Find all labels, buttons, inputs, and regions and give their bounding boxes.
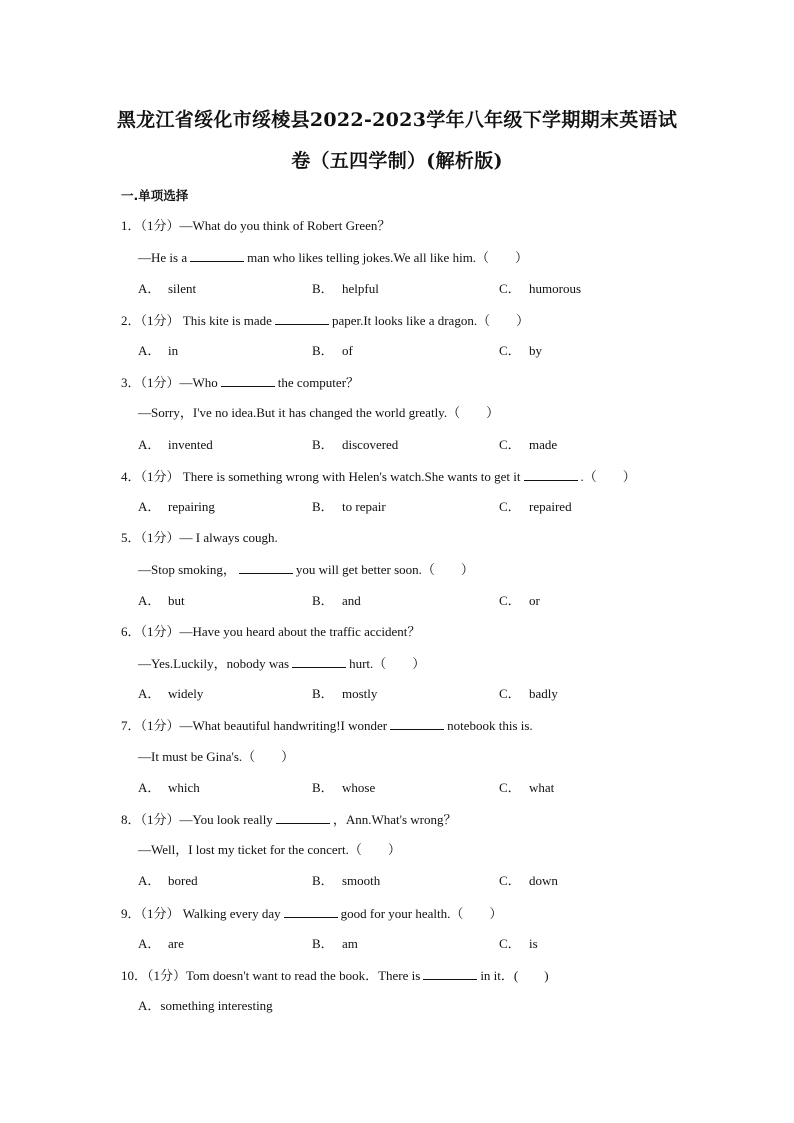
question-text: you will get better soon.（ ） [295,562,474,577]
option-b[interactable] [312,780,375,796]
option-text: bored [168,873,198,888]
question-8-line-2: —Well，I lost my ticket for the concert.（ ） [138,842,401,857]
option-letter: A． [138,281,161,296]
option-c[interactable] [499,686,558,702]
question-7-line-2: —It must be Gina's.（ ） [138,749,295,764]
answer-blank[interactable] [423,967,477,980]
question-text: notebook this is. [447,718,533,733]
option-text: is [529,936,538,951]
option-letter: C． [499,499,521,514]
option-c[interactable] [499,499,572,515]
option-text: something interesting [160,998,273,1013]
question-text: — I always cough. [179,530,278,545]
question-text: .（ ） [580,469,636,484]
option-letter: C． [499,593,521,608]
option-letter: C． [499,437,521,452]
option-text: of [342,343,353,358]
question-number: 5．（1分） [121,530,180,545]
option-a[interactable] [138,998,273,1014]
option-text: discovered [342,437,399,452]
option-letter: B． [312,686,334,701]
question-text: —Who [179,375,218,390]
option-letter: A． [138,998,161,1013]
question-text: This kite is made [182,313,272,328]
question-text: —What do you think of Robert Green？ [179,218,391,233]
option-a[interactable] [138,593,185,609]
option-b[interactable] [312,437,398,453]
question-number: 9．（1分） [121,906,180,921]
option-text: in [168,343,179,358]
option-letter: B． [312,936,334,951]
option-letter: A． [138,499,161,514]
question-6-line-2 [138,655,425,672]
question-text: Tom doesn't want to read the book．There is [186,968,421,983]
question-text: —He is a [138,250,188,265]
answer-blank[interactable] [190,249,244,262]
question-1-stem [121,218,390,234]
option-a[interactable] [138,281,196,297]
question-2-stem [121,312,529,329]
question-text: —Yes.Luckily，nobody was [138,656,290,671]
option-a[interactable] [138,499,215,515]
question-text: man who likes telling jokes.We all like him.（ ） [247,250,529,265]
option-text: are [168,936,184,951]
option-letter: C． [499,873,521,888]
question-number: 4．（1分） [121,469,180,484]
option-a[interactable] [138,343,178,359]
question-number: 3．（1分） [121,375,180,390]
question-text: —You look really [179,812,273,827]
question-4-stem [121,468,636,485]
option-a[interactable] [138,936,184,952]
answer-blank[interactable] [524,468,578,481]
option-letter: A． [138,936,161,951]
option-a[interactable] [138,873,198,889]
option-text: mostly [342,686,378,701]
option-letter: A． [138,686,161,701]
option-text: down [529,873,558,888]
option-letter: C． [499,936,521,951]
section-heading: 一.单项选择 [121,188,189,203]
question-text: ，Ann.What's wrong？ [332,812,457,827]
option-text: smooth [342,873,381,888]
option-text: which [168,780,200,795]
question-3-stem [121,374,359,391]
option-letter: A． [138,780,161,795]
option-c[interactable] [499,593,540,609]
exam-title-line-1: 黑龙江省绥化市绥棱县2022-2023学年八年级下学期期末英语试 [116,109,678,131]
option-a[interactable] [138,780,200,796]
answer-blank[interactable] [292,655,346,668]
option-text: by [529,343,542,358]
question-text: good for your health.（ ） [340,906,503,921]
option-b[interactable] [312,936,358,952]
option-text: widely [168,686,204,701]
option-text: to repair [342,499,386,514]
option-text: humorous [529,281,581,296]
exam-title-line-2: 卷（五四学制）(解析版) [291,150,503,172]
question-3-line-2: —Sorry，I've no idea.But it has changed the world greatly.（ ） [138,405,500,420]
option-letter: C． [499,686,521,701]
option-text: repairing [168,499,215,514]
answer-blank[interactable] [221,374,275,387]
option-letter: A． [138,873,161,888]
question-text: There is something wrong with Helen's watch.She wants to get it [182,469,521,484]
question-number: 10．（1分） [121,968,187,983]
option-a[interactable] [138,686,203,702]
option-text: invented [168,437,213,452]
option-letter: B． [312,437,334,452]
question-5-line-2 [138,561,474,578]
option-c[interactable] [499,873,558,889]
option-b[interactable] [312,873,380,889]
option-text: what [529,780,555,795]
option-b[interactable] [312,686,377,702]
question-text: —What beautiful handwriting!I wonder [179,718,388,733]
question-8-stem [121,811,456,828]
option-text: made [529,437,558,452]
option-c[interactable] [499,780,554,796]
option-letter: A． [138,343,161,358]
option-letter: B． [312,780,334,795]
question-6-stem [121,624,420,640]
answer-blank[interactable] [284,905,338,918]
option-c[interactable] [499,936,538,952]
question-9-stem [121,905,502,922]
answer-blank[interactable] [239,561,293,574]
option-b[interactable] [312,593,361,609]
option-c[interactable] [499,281,581,297]
question-text: paper.It looks like a dragon.（ ） [331,313,530,328]
option-b[interactable] [312,499,386,515]
option-letter: B． [312,281,334,296]
question-7-stem [121,717,533,734]
question-text: —Stop smoking， [138,562,236,577]
option-letter: B． [312,593,334,608]
answer-blank[interactable] [276,811,330,824]
answer-blank[interactable] [390,717,444,730]
question-number: 7．（1分） [121,718,180,733]
question-text: in it．( ) [480,968,549,983]
option-text: helpful [342,281,379,296]
option-text: badly [529,686,558,701]
option-letter: C． [499,343,521,358]
option-text: silent [168,281,197,296]
question-text: —Have you heard about the traffic accident？ [179,624,421,639]
question-1-line-2 [138,249,528,266]
option-letter: B． [312,343,334,358]
option-letter: A． [138,593,161,608]
option-letter: A． [138,437,161,452]
option-text: and [342,593,361,608]
option-c[interactable] [499,343,542,359]
answer-blank[interactable] [275,312,329,325]
question-number: 6．（1分） [121,624,180,639]
option-b[interactable] [312,281,379,297]
option-text: whose [342,780,376,795]
question-text: Walking every day [182,906,281,921]
question-number: 2．（1分） [121,313,180,328]
question-10-stem [121,967,549,984]
option-text: repaired [529,499,572,514]
question-text: the computer？ [277,375,360,390]
option-a[interactable] [138,437,213,453]
option-text: or [529,593,540,608]
option-c[interactable] [499,437,557,453]
question-number: 8．（1分） [121,812,180,827]
option-b[interactable] [312,343,353,359]
question-text: hurt.（ ） [349,656,426,671]
option-text: but [168,593,185,608]
question-number: 1．（1分） [121,218,180,233]
option-letter: C． [499,780,521,795]
option-letter: C． [499,281,521,296]
option-letter: B． [312,499,334,514]
option-letter: B． [312,873,334,888]
question-5-stem [121,530,278,546]
option-text: am [342,936,358,951]
